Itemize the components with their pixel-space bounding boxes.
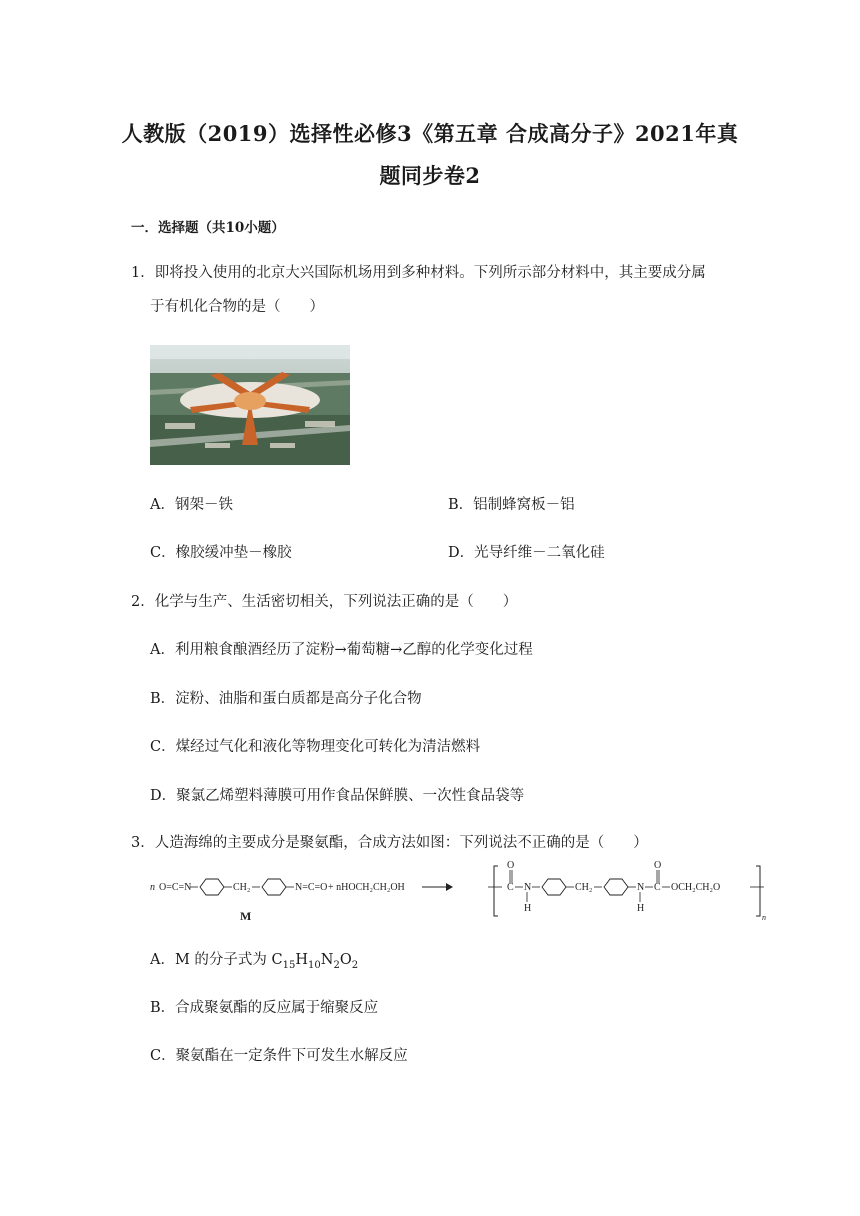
carbonyl-c-right: C xyxy=(654,882,661,893)
q1-option-a: A．钢架－铁 xyxy=(150,497,233,513)
amide-n-left: N xyxy=(524,882,532,893)
q3-option-c: C．聚氨酯在一定条件下可发生水解反应 xyxy=(150,1048,408,1064)
methylene: CH₂ xyxy=(233,882,251,893)
page-title-line2: 题同步卷2 xyxy=(379,163,481,188)
q1-option-b: B．铝制蜂窝板－铝 xyxy=(448,497,575,513)
carbonyl-c-left: C xyxy=(507,882,514,893)
q1-text-line1: 1．即将投入使用的北京大兴国际机场用到多种材料。下列所示部分材料中，其主要成分属 xyxy=(131,265,706,281)
q2-text: 2．化学与生产、生活密切相关，下列说法正确的是（ ） xyxy=(131,594,518,610)
benzene-ring-icon xyxy=(542,879,566,895)
amide-h-right: H xyxy=(637,903,645,914)
reaction-arrow-icon xyxy=(446,883,453,891)
isocyanate-right: N=C=O xyxy=(295,882,328,893)
glycol-reactant: + nHOCH₂CH₂OH xyxy=(328,882,405,893)
q1-option-c: C．橡胶缓冲垫－橡胶 xyxy=(150,545,292,561)
q3-text: 3．人造海绵的主要成分是聚氨酯，合成方法如图：下列说法不正确的是（ ） xyxy=(131,835,648,851)
q2-option-b: B．淀粉、油脂和蛋白质都是高分子化合物 xyxy=(150,691,422,707)
ester-tail: OCH₂CH₂O xyxy=(671,882,721,893)
benzene-ring-icon xyxy=(262,879,286,895)
right-bracket xyxy=(756,866,760,916)
benzene-ring-icon xyxy=(200,879,224,895)
left-bracket xyxy=(494,866,498,916)
isocyanate-left: O=C=N xyxy=(159,882,192,893)
airport-photo xyxy=(150,345,350,465)
coef-n: n xyxy=(150,882,155,893)
section-heading: 一．选择题（共10小题） xyxy=(131,220,285,236)
amide-h-left: H xyxy=(524,903,532,914)
q3-option-a: A．M 的分子式为 $C_{15}H_{10}N_2O_2$ xyxy=(150,952,359,971)
polyurethane-synthesis-diagram xyxy=(150,858,770,930)
q2-option-d: D．聚氯乙烯塑料薄膜可用作食品保鲜膜、一次性食品袋等 xyxy=(150,788,525,804)
q2-option-c: C．煤经过气化和液化等物理变化可转化为清洁燃料 xyxy=(150,739,481,755)
page-title-line1: 人教版（2019）选择性必修3《第五章 合成高分子》2021年真 xyxy=(121,121,739,146)
methylene-polymer: CH₂ xyxy=(575,882,593,893)
carbonyl-o-right: O xyxy=(654,860,662,871)
label-m: M xyxy=(240,909,252,923)
q1-option-d: D．光导纤维－二氧化硅 xyxy=(448,545,605,561)
q1-text-line2: 于有机化合物的是（ ） xyxy=(150,299,324,315)
carbonyl-o-left: O xyxy=(507,860,515,871)
amide-n-right: N xyxy=(637,882,645,893)
q3-option-b: B．合成聚氨酯的反应属于缩聚反应 xyxy=(150,1000,379,1016)
q2-option-a: A．利用粮食酿酒经历了淀粉→葡萄糖→乙醇的化学变化过程 xyxy=(150,642,533,658)
subscript-n: n xyxy=(762,913,766,922)
benzene-ring-icon xyxy=(604,879,628,895)
